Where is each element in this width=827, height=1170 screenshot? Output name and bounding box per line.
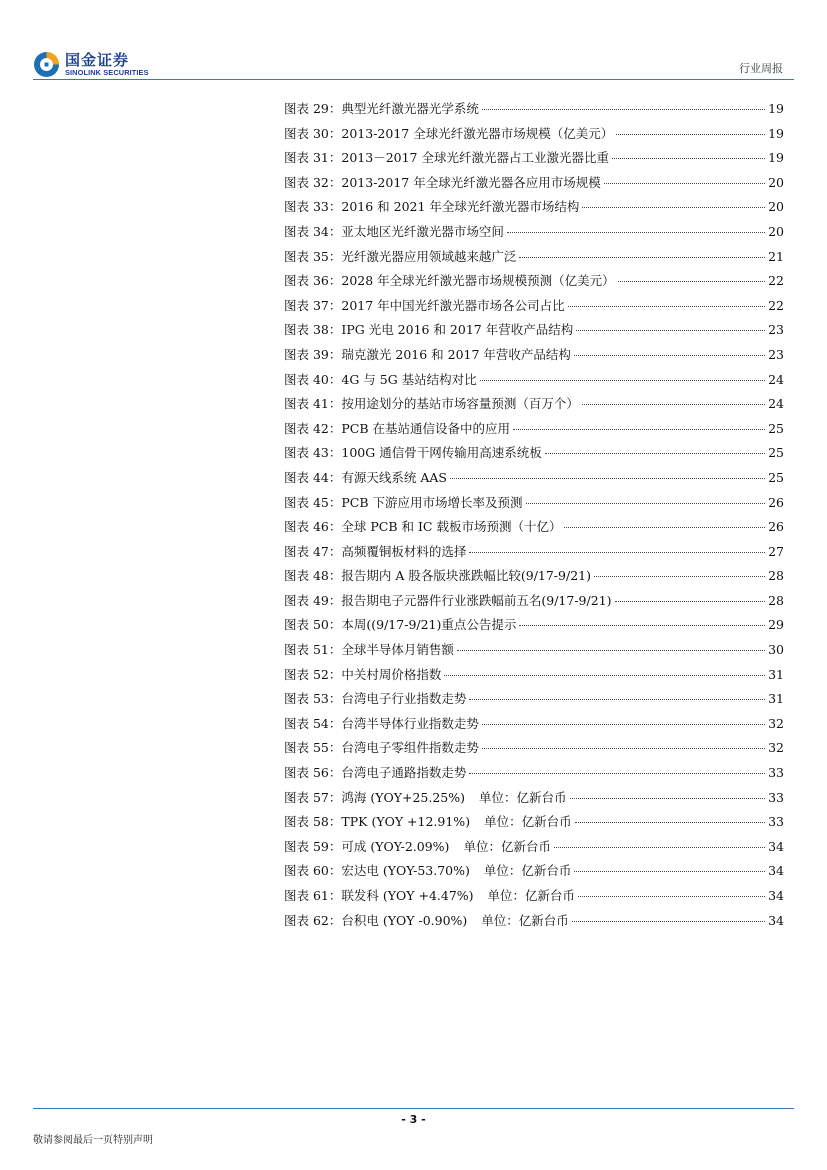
toc-entry-page: 31 [768,691,784,707]
toc-entry[interactable] [284,99,784,124]
toc-entry-title: PCB 下游应用市场增长率及预测 [341,494,523,510]
toc-dot-leader [444,675,765,676]
toc-dot-leader [469,773,765,774]
toc-dot-leader [519,257,765,258]
toc-dot-leader [554,847,765,848]
toc-entry-unit: 单位：亿新台币 [479,789,567,805]
toc-entry-label: 图表 60： [284,863,342,879]
toc-dot-leader [594,576,765,577]
toc-entry-title: 台湾电子通路指数走势 [341,765,467,781]
toc-entry[interactable] [284,222,784,247]
toc-dot-leader [615,601,766,602]
toc-entry-label: 图表 41： [284,396,342,412]
toc-entry-page: 24 [768,396,784,412]
toc-entry-label: 图表 34： [284,223,342,239]
toc-entry-page: 29 [768,617,784,633]
toc-entry-label: 图表 44： [284,469,342,485]
page-number: - 3 - [401,1113,426,1126]
toc-entry-title: PCB 在基站通信设备中的应用 [341,420,511,436]
toc-entry-title: 光纤激光器应用领域越来越广泛 [341,248,517,264]
toc-entry[interactable] [284,271,784,296]
toc-dot-leader [612,158,765,159]
toc-entry[interactable] [284,370,784,395]
toc-entry-page: 31 [768,666,784,682]
toc-entry-page: 22 [768,273,784,289]
toc-entry-page: 19 [768,125,784,141]
toc-dot-leader [574,355,765,356]
toc-entry-unit: 单位：亿新台币 [481,912,569,928]
toc-entry-label: 图表 43： [284,445,342,461]
toc-entry-label: 图表 32： [284,174,342,190]
toc-entry-page: 30 [768,642,784,658]
toc-entry-label: 图表 47： [284,543,342,559]
toc-entry-page: 33 [768,789,784,805]
toc-entry-label: 图表 62： [284,912,342,928]
toc-entry-title: 2016 和 2021 年全球光纤激光器市场结构 [341,199,580,215]
toc-entry-label: 图表 45： [284,494,342,510]
toc-dot-leader [578,896,765,897]
toc-entry[interactable] [284,837,784,862]
toc-entry-page: 28 [768,592,784,608]
toc-entry-title: 2013-2017 年全球光纤激光器各应用市场规模 [341,174,601,190]
toc-entry[interactable] [284,517,784,542]
toc-entry[interactable] [284,738,784,763]
toc-entry-title: 宏达电 (YOY-53.70%) [341,863,470,879]
toc-dot-leader [450,478,765,479]
toc-entry-label: 图表 39： [284,346,342,362]
toc-entry-title: 台积电 (YOY -0.90%) [341,912,468,928]
toc-entry-title: 2013－2017 全球光纤激光器占工业激光器比重 [341,150,609,166]
toc-entry-page: 23 [768,346,784,362]
toc-entry-title: 本周((9/17-9/21)重点公告提示 [341,617,517,633]
toc-entry-title: 报告期电子元器件行业涨跌幅前五名(9/17-9/21) [341,592,612,608]
footer-divider [33,1108,794,1109]
toc-entry-page: 22 [768,297,784,313]
toc-entry[interactable] [284,591,784,616]
toc-dot-leader [618,281,765,282]
toc-entry[interactable] [284,320,784,345]
toc-entry[interactable] [284,911,784,936]
toc-entry-title: 可成 (YOY-2.09%) [341,838,450,854]
toc-entry-title: 联发科 (YOY +4.47%) [341,888,474,903]
toc-entry-title: 全球半导体月销售额 [341,642,454,658]
toc-entry-page: 25 [768,469,784,485]
toc-entry-unit: 单位：亿新台币 [463,838,551,854]
toc-entry[interactable] [284,763,784,788]
toc-entry-unit: 单位：亿新台币 [487,888,576,903]
toc-entry-label: 图表 31： [284,150,342,166]
toc-entry-label: 图表 51： [284,642,342,658]
toc-dot-leader [604,183,765,184]
toc-entry-label: 图表 46： [284,519,342,535]
toc-entry-page: 27 [768,543,784,559]
page-header [0,0,827,80]
toc-entry-page: 20 [768,174,784,190]
toc-dot-leader [480,380,765,381]
toc-entry-title: 鸿海 (YOY+25.25%) [341,789,466,805]
toc-entry[interactable] [284,665,784,690]
toc-entry-label: 图表 61： [284,888,342,903]
toc-entry-label: 图表 50： [284,617,342,633]
toc-entry[interactable] [284,861,784,886]
toc-entry-page: 34 [768,888,784,903]
toc-entry-label: 图表 55： [284,740,342,756]
toc-entry[interactable] [284,173,784,198]
toc-dot-leader [513,429,765,430]
toc-entry-page: 23 [768,322,784,338]
toc-entry-page: 24 [768,371,784,387]
toc-entry-title: TPK (YOY +12.91%) [341,814,471,830]
toc-entry[interactable] [284,542,784,567]
sinolink-logo-icon [33,51,60,78]
toc-entry[interactable] [284,886,784,911]
toc-entry-unit: 单位：亿新台币 [483,863,572,879]
toc-entry-label: 图表 53： [284,691,342,707]
toc-entry-label: 图表 33： [284,199,342,215]
toc-entry[interactable] [284,247,784,272]
toc-entry-unit: 单位：亿新台币 [484,814,572,830]
toc-entry-label: 图表 49： [284,592,342,608]
figure-list [284,99,784,935]
header-divider [33,79,794,80]
toc-entry-title: 瑞克激光 2016 和 2017 年营收产品结构 [341,346,571,362]
toc-entry-label: 图表 48： [284,568,342,584]
toc-entry-title: 有源天线系统 AAS [341,469,447,485]
toc-dot-leader [526,503,766,504]
toc-entry-label: 图表 36： [284,273,342,289]
toc-entry-page: 34 [768,912,784,928]
toc-entry-title: 报告期内 A 股各版块涨跌幅比较(9/17-9/21) [341,568,591,584]
toc-dot-leader [482,109,765,110]
toc-entry-page: 25 [768,420,784,436]
logo-english-name: SINOLINK SECURITIES [65,67,149,77]
toc-entry[interactable] [284,689,784,714]
toc-entry-label: 图表 38： [284,322,342,338]
toc-entry-page: 19 [768,101,784,116]
toc-dot-leader [568,306,765,307]
toc-dot-leader [574,871,765,872]
toc-entry-title: 中关村周价格指数 [341,666,442,682]
toc-entry-page: 33 [768,765,784,781]
toc-entry-label: 图表 59： [284,838,342,854]
toc-entry-title: 台湾半导体行业指数走势 [341,715,479,731]
toc-entry[interactable] [284,148,784,173]
toc-entry-page: 19 [768,150,784,166]
toc-entry-page: 20 [768,199,784,215]
toc-entry[interactable] [284,419,784,444]
toc-entry-page: 34 [768,838,784,854]
toc-entry[interactable] [284,345,784,370]
toc-entry[interactable] [284,493,784,518]
toc-entry-page: 32 [768,715,784,731]
toc-entry-label: 图表 54： [284,715,342,731]
disclaimer-note: 敬请参阅最后一页特别声明 [33,1135,153,1146]
toc-entry-title: 2013-2017 全球光纤激光器市场规模（亿美元） [341,125,614,141]
toc-entry-title: 2028 年全球光纤激光器市场规模预测（亿美元） [341,273,615,289]
toc-entry[interactable] [284,394,784,419]
toc-entry-page: 28 [768,568,784,584]
toc-dot-leader [507,232,765,233]
toc-dot-leader [482,724,765,725]
toc-entry[interactable] [284,566,784,591]
toc-entry-label: 图表 57： [284,789,342,805]
toc-dot-leader [457,650,765,651]
toc-entry[interactable] [284,812,784,837]
toc-entry[interactable] [284,714,784,739]
toc-entry[interactable] [284,468,784,493]
toc-entry-title: 2017 年中国光纤激光器市场各公司占比 [341,297,565,313]
toc-entry[interactable] [284,443,784,468]
toc-dot-leader [576,330,765,331]
toc-entry-label: 图表 30： [284,125,342,141]
toc-entry[interactable] [284,124,784,149]
toc-entry-page: 21 [768,248,784,264]
toc-entry-label: 图表 35： [284,248,342,264]
toc-dot-leader [519,625,765,626]
toc-dot-leader [469,552,765,553]
toc-dot-leader [482,748,765,749]
toc-dot-leader [570,798,766,799]
report-type-label: 行业周报 [739,62,783,75]
toc-entry-label: 图表 29： [284,101,342,116]
toc-entry-label: 图表 52： [284,666,342,682]
toc-entry-page: 26 [768,494,784,510]
toc-entry-title: 4G 与 5G 基站结构对比 [341,371,477,387]
toc-entry[interactable] [284,197,784,222]
toc-entry-title: 台湾电子零组件指数走势 [341,740,479,756]
toc-entry-page: 34 [768,863,784,879]
toc-entry-title: 按用途划分的基站市场容量预测（百万个） [341,396,579,412]
toc-entry[interactable] [284,296,784,321]
toc-dot-leader [469,699,765,700]
toc-entry-title: 全球 PCB 和 IC 载板市场预测（十亿） [341,519,562,535]
toc-entry-title: 典型光纤激光器光学系统 [341,101,479,116]
toc-entry-page: 20 [768,223,784,239]
logo-chinese-name: 国金证券 [65,50,130,69]
toc-entry[interactable] [284,615,784,640]
toc-entry-title: 台湾电子行业指数走势 [341,691,467,707]
toc-entry-label: 图表 40： [284,371,342,387]
toc-entry-label: 图表 58： [284,814,342,830]
toc-dot-leader [575,822,766,823]
toc-entry-title: IPG 光电 2016 和 2017 年营收产品结构 [341,322,574,338]
toc-entry[interactable] [284,640,784,665]
toc-entry-label: 图表 42： [284,420,342,436]
toc-dot-leader [582,207,765,208]
toc-dot-leader [564,527,765,528]
toc-entry-page: 25 [768,445,784,461]
toc-entry-label: 图表 56： [284,765,342,781]
toc-entry-label: 图表 37： [284,297,342,313]
toc-dot-leader [572,921,765,922]
toc-dot-leader [616,134,765,135]
toc-entry-title: 100G 通信骨干网传输用高速系统板 [341,445,542,461]
toc-dot-leader [582,404,765,405]
toc-dot-leader [545,453,765,454]
toc-entry-page: 33 [768,814,784,830]
toc-entry-title: 亚太地区光纤激光器市场空间 [341,223,504,239]
toc-entry-page: 26 [768,519,784,535]
toc-entry-page: 32 [768,740,784,756]
toc-entry-title: 高频覆铜板材料的选择 [341,543,467,559]
toc-entry[interactable] [284,788,784,813]
company-logo [33,47,149,81]
